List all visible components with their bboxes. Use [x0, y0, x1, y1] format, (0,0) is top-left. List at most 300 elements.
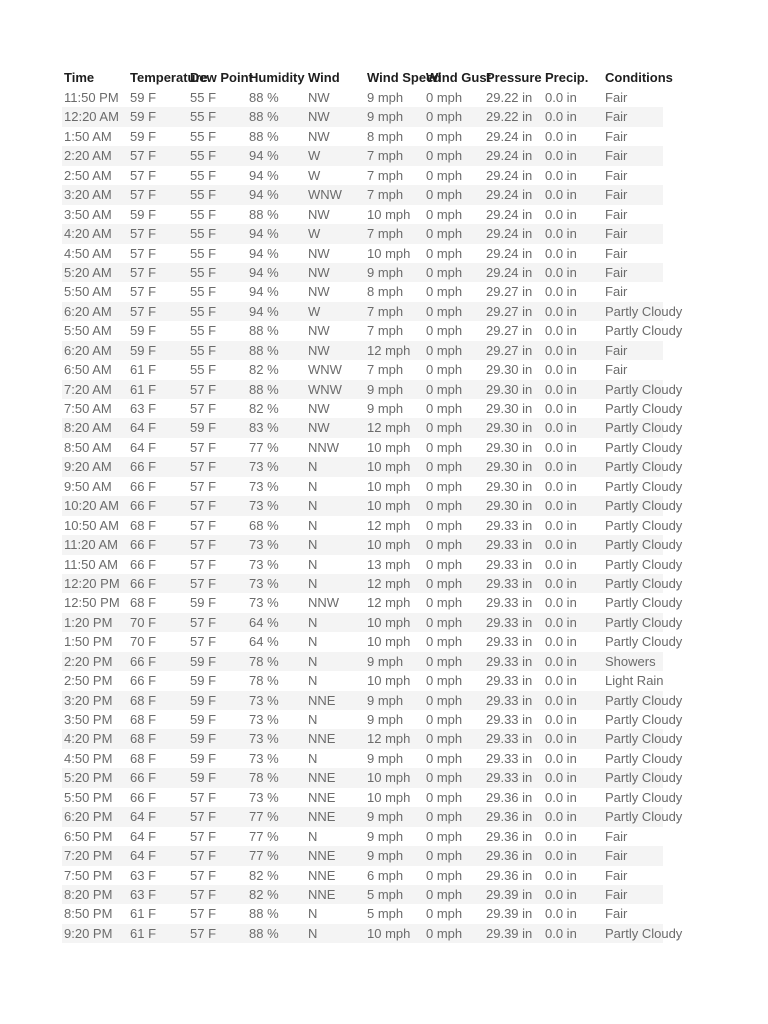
cell-precip: 0.0 in [545, 731, 577, 747]
cell-conditions: Fair [605, 362, 628, 378]
cell-humidity: 73 % [249, 498, 279, 514]
cell-wind: NNE [308, 886, 336, 902]
cell-wind: N [308, 906, 318, 922]
cell-temperature: 66 F [130, 673, 157, 689]
cell-wind-speed: 7 mph [367, 323, 404, 339]
cell-time: 5:50 PM [64, 789, 113, 805]
cell-conditions: Partly Cloudy [605, 731, 683, 747]
table-row [62, 205, 663, 224]
cell-dew-point: 57 F [190, 517, 217, 533]
cell-wind: NW [308, 264, 330, 280]
cell-humidity: 94 % [249, 187, 279, 203]
cell-wind-gust: 0 mph [426, 148, 463, 164]
cell-dew-point: 59 F [190, 653, 217, 669]
cell-precip: 0.0 in [545, 828, 577, 844]
cell-pressure: 29.36 in [486, 867, 533, 883]
cell-dew-point: 57 F [190, 401, 217, 416]
table-row [62, 729, 683, 748]
cell-time: 1:50 AM [64, 128, 112, 144]
cell-wind-gust: 0 mph [426, 342, 463, 358]
cell-dew-point: 57 F [190, 537, 217, 553]
cell-dew-point: 57 F [190, 478, 217, 494]
cell-temperature: 63 F [130, 886, 157, 902]
cell-conditions: Fair [605, 167, 628, 183]
cell-precip: 0.0 in [545, 750, 577, 766]
cell-temperature: 66 F [130, 498, 157, 514]
cell-time: 5:20 AM [64, 264, 112, 280]
cell-wind-speed: 10 mph [367, 478, 411, 494]
cell-humidity: 73 % [249, 789, 279, 805]
cell-humidity: 73 % [249, 595, 279, 611]
cell-precip: 0.0 in [545, 264, 577, 280]
cell-wind: NW [308, 323, 330, 339]
cell-pressure: 29.30 in [486, 459, 533, 475]
cell-pressure: 29.27 in [486, 342, 533, 358]
cell-pressure: 29.33 in [486, 731, 533, 747]
weather-history-table [62, 68, 683, 943]
cell-wind: NNE [308, 809, 336, 825]
cell-pressure: 29.33 in [486, 692, 533, 708]
cell-conditions: Fair [605, 226, 628, 242]
cell-pressure: 29.24 in [486, 148, 533, 164]
cell-precip: 0.0 in [545, 342, 577, 358]
cell-wind-gust: 0 mph [426, 109, 463, 125]
cell-wind: N [308, 653, 318, 669]
table-row [62, 477, 683, 496]
cell-time: 11:50 AM [64, 556, 118, 572]
cell-wind-gust: 0 mph [426, 420, 463, 436]
cell-conditions: Partly Cloudy [605, 634, 683, 650]
cell-conditions: Partly Cloudy [605, 789, 683, 805]
cell-time: 12:20 PM [64, 575, 120, 591]
cell-conditions: Showers [605, 653, 656, 669]
cell-wind-gust: 0 mph [426, 323, 463, 339]
cell-wind-speed: 9 mph [367, 653, 404, 669]
cell-pressure: 29.30 in [486, 478, 533, 494]
cell-dew-point: 59 F [190, 673, 217, 689]
cell-time: 10:50 AM [64, 517, 119, 533]
cell-precip: 0.0 in [545, 692, 577, 708]
table-row [62, 418, 683, 437]
header-temperature: Temperature [130, 70, 208, 85]
cell-wind-speed: 7 mph [367, 167, 404, 183]
cell-wind-speed: 9 mph [367, 692, 404, 708]
cell-conditions: Partly Cloudy [605, 770, 683, 786]
cell-temperature: 57 F [130, 245, 157, 261]
cell-precip: 0.0 in [545, 478, 577, 494]
cell-wind-gust: 0 mph [426, 498, 463, 514]
cell-dew-point: 55 F [190, 206, 217, 222]
table-row [62, 146, 663, 165]
cell-time: 6:20 AM [64, 303, 112, 319]
cell-humidity: 73 % [249, 750, 279, 766]
cell-wind-gust: 0 mph [426, 634, 463, 650]
cell-wind-gust: 0 mph [426, 478, 463, 494]
cell-dew-point: 57 F [190, 848, 217, 864]
cell-conditions: Partly Cloudy [605, 575, 683, 591]
cell-dew-point: 59 F [190, 420, 217, 436]
cell-wind: NNE [308, 692, 336, 708]
cell-conditions: Partly Cloudy [605, 459, 683, 475]
cell-dew-point: 55 F [190, 90, 217, 105]
cell-wind-speed: 9 mph [367, 809, 404, 825]
table-row [62, 224, 663, 243]
cell-wind: N [308, 575, 318, 591]
cell-conditions: Fair [605, 90, 628, 105]
cell-humidity: 73 % [249, 478, 279, 494]
cell-pressure: 29.36 in [486, 809, 533, 825]
cell-precip: 0.0 in [545, 187, 577, 203]
cell-precip: 0.0 in [545, 614, 577, 630]
cell-wind-speed: 9 mph [367, 712, 404, 727]
cell-humidity: 73 % [249, 731, 279, 747]
cell-pressure: 29.27 in [486, 284, 533, 300]
cell-time: 7:50 PM [64, 867, 113, 883]
cell-precip: 0.0 in [545, 517, 577, 533]
cell-pressure: 29.30 in [486, 498, 533, 514]
cell-humidity: 94 % [249, 284, 279, 300]
cell-wind: N [308, 614, 318, 630]
cell-time: 8:20 PM [64, 886, 113, 902]
cell-wind-gust: 0 mph [426, 303, 463, 319]
cell-time: 12:50 PM [64, 595, 120, 611]
cell-temperature: 66 F [130, 770, 157, 786]
cell-wind-speed: 8 mph [367, 284, 404, 300]
cell-time: 12:20 AM [64, 109, 119, 125]
table-row [62, 846, 663, 865]
cell-temperature: 57 F [130, 264, 157, 280]
cell-humidity: 77 % [249, 848, 279, 864]
cell-pressure: 29.36 in [486, 828, 533, 844]
cell-precip: 0.0 in [545, 401, 577, 416]
cell-temperature: 64 F [130, 439, 157, 455]
cell-wind: NW [308, 284, 330, 300]
cell-dew-point: 57 F [190, 906, 217, 922]
cell-wind: NW [308, 401, 330, 416]
cell-dew-point: 55 F [190, 303, 217, 319]
cell-dew-point: 57 F [190, 886, 217, 902]
table-row [62, 827, 663, 846]
cell-pressure: 29.24 in [486, 264, 533, 280]
table-row [62, 341, 663, 360]
cell-pressure: 29.30 in [486, 439, 533, 455]
table-row [62, 107, 663, 126]
cell-time: 6:50 AM [64, 362, 112, 378]
cell-conditions: Partly Cloudy [605, 614, 683, 630]
table-row [62, 632, 683, 651]
cell-conditions: Partly Cloudy [605, 712, 683, 727]
cell-wind: N [308, 517, 318, 533]
cell-wind-speed: 12 mph [367, 731, 411, 747]
cell-conditions: Fair [605, 206, 628, 222]
cell-dew-point: 57 F [190, 459, 217, 475]
cell-time: 1:50 PM [64, 634, 113, 650]
cell-dew-point: 59 F [190, 712, 217, 727]
cell-precip: 0.0 in [545, 128, 577, 144]
cell-humidity: 73 % [249, 537, 279, 553]
cell-conditions: Partly Cloudy [605, 401, 683, 416]
cell-pressure: 29.24 in [486, 245, 533, 261]
cell-dew-point: 55 F [190, 187, 217, 203]
cell-wind-speed: 10 mph [367, 789, 411, 805]
cell-time: 6:20 AM [64, 342, 112, 358]
cell-pressure: 29.30 in [486, 381, 533, 397]
header-time: Time [64, 70, 95, 85]
cell-wind: N [308, 673, 318, 689]
cell-wind-speed: 9 mph [367, 750, 404, 766]
cell-humidity: 78 % [249, 770, 279, 786]
cell-conditions: Partly Cloudy [605, 498, 683, 514]
cell-wind: N [308, 750, 318, 766]
cell-precip: 0.0 in [545, 809, 577, 825]
cell-humidity: 73 % [249, 692, 279, 708]
cell-precip: 0.0 in [545, 148, 577, 164]
cell-humidity: 68 % [249, 517, 279, 533]
cell-humidity: 83 % [249, 420, 279, 436]
cell-dew-point: 55 F [190, 148, 217, 164]
cell-temperature: 57 F [130, 303, 157, 319]
cell-temperature: 59 F [130, 128, 157, 144]
cell-wind-gust: 0 mph [426, 206, 463, 222]
cell-time: 2:20 PM [64, 653, 113, 669]
cell-wind-gust: 0 mph [426, 731, 463, 747]
cell-pressure: 29.24 in [486, 226, 533, 242]
cell-wind-speed: 7 mph [367, 187, 404, 203]
cell-conditions: Fair [605, 245, 628, 261]
cell-time: 11:50 PM [64, 90, 119, 105]
cell-temperature: 59 F [130, 90, 157, 105]
cell-humidity: 77 % [249, 828, 279, 844]
cell-wind-gust: 0 mph [426, 381, 463, 397]
cell-time: 5:50 AM [64, 323, 112, 339]
cell-conditions: Fair [605, 906, 628, 922]
cell-pressure: 29.33 in [486, 575, 533, 591]
table-row [62, 244, 663, 263]
cell-humidity: 88 % [249, 906, 279, 922]
cell-temperature: 59 F [130, 206, 157, 222]
table-row [62, 691, 683, 710]
cell-temperature: 64 F [130, 848, 157, 864]
cell-pressure: 29.30 in [486, 420, 533, 436]
cell-temperature: 68 F [130, 517, 157, 533]
table-row [62, 516, 683, 535]
cell-precip: 0.0 in [545, 906, 577, 922]
cell-conditions: Fair [605, 848, 628, 864]
table-header-row [62, 68, 673, 88]
cell-wind-speed: 7 mph [367, 362, 404, 378]
cell-wind: N [308, 925, 318, 941]
cell-wind: NW [308, 245, 330, 261]
cell-wind: NW [308, 342, 330, 358]
cell-time: 4:20 AM [64, 226, 112, 242]
cell-precip: 0.0 in [545, 90, 577, 105]
cell-pressure: 29.30 in [486, 401, 533, 416]
cell-pressure: 29.39 in [486, 925, 533, 941]
cell-precip: 0.0 in [545, 634, 577, 650]
table-row [62, 457, 683, 476]
cell-time: 3:20 AM [64, 187, 112, 203]
cell-dew-point: 55 F [190, 109, 217, 125]
cell-conditions: Fair [605, 187, 628, 203]
table-row [62, 166, 663, 185]
cell-conditions: Partly Cloudy [605, 692, 683, 708]
cell-precip: 0.0 in [545, 420, 577, 436]
cell-wind-speed: 10 mph [367, 673, 411, 689]
cell-pressure: 29.27 in [486, 303, 533, 319]
cell-conditions: Fair [605, 264, 628, 280]
cell-precip: 0.0 in [545, 537, 577, 553]
cell-conditions: Partly Cloudy [605, 303, 683, 319]
cell-precip: 0.0 in [545, 109, 577, 125]
table-row [62, 360, 663, 379]
cell-dew-point: 57 F [190, 381, 217, 397]
cell-wind-gust: 0 mph [426, 848, 463, 864]
cell-pressure: 29.36 in [486, 789, 533, 805]
cell-temperature: 57 F [130, 148, 157, 164]
cell-time: 4:50 AM [64, 245, 112, 261]
cell-time: 9:20 PM [64, 925, 113, 941]
table-row [62, 438, 683, 457]
cell-time: 10:20 AM [64, 498, 119, 514]
cell-wind-speed: 10 mph [367, 537, 411, 553]
cell-precip: 0.0 in [545, 323, 577, 339]
cell-wind-speed: 7 mph [367, 303, 404, 319]
cell-humidity: 77 % [249, 439, 279, 455]
table-row [62, 807, 683, 826]
cell-pressure: 29.33 in [486, 517, 533, 533]
cell-wind-gust: 0 mph [426, 245, 463, 261]
cell-time: 2:50 AM [64, 167, 112, 183]
cell-conditions: Fair [605, 284, 628, 300]
cell-time: 8:50 AM [64, 439, 112, 455]
cell-precip: 0.0 in [545, 867, 577, 883]
cell-dew-point: 59 F [190, 692, 217, 708]
cell-conditions: Partly Cloudy [605, 478, 683, 494]
cell-wind: W [308, 148, 321, 164]
cell-wind-gust: 0 mph [426, 517, 463, 533]
cell-time: 1:20 PM [64, 614, 113, 630]
cell-pressure: 29.33 in [486, 712, 533, 727]
cell-conditions: Fair [605, 128, 628, 144]
cell-dew-point: 57 F [190, 498, 217, 514]
cell-wind-speed: 10 mph [367, 614, 411, 630]
cell-dew-point: 57 F [190, 614, 217, 630]
cell-humidity: 88 % [249, 206, 279, 222]
cell-precip: 0.0 in [545, 886, 577, 902]
cell-time: 6:50 PM [64, 828, 113, 844]
cell-humidity: 94 % [249, 245, 279, 261]
cell-temperature: 64 F [130, 809, 157, 825]
cell-dew-point: 57 F [190, 789, 217, 805]
cell-pressure: 29.24 in [486, 128, 533, 144]
cell-conditions: Fair [605, 342, 628, 358]
cell-time: 8:20 AM [64, 420, 112, 436]
cell-wind-gust: 0 mph [426, 886, 463, 902]
cell-wind-gust: 0 mph [426, 614, 463, 630]
cell-temperature: 61 F [130, 925, 157, 941]
cell-precip: 0.0 in [545, 381, 577, 397]
cell-dew-point: 55 F [190, 128, 217, 144]
cell-dew-point: 59 F [190, 770, 217, 786]
cell-wind-gust: 0 mph [426, 809, 463, 825]
cell-time: 5:50 AM [64, 284, 112, 300]
cell-dew-point: 55 F [190, 167, 217, 183]
cell-pressure: 29.39 in [486, 886, 533, 902]
cell-temperature: 70 F [130, 614, 157, 630]
cell-precip: 0.0 in [545, 362, 577, 378]
table-row [62, 652, 663, 671]
cell-wind-gust: 0 mph [426, 595, 463, 611]
cell-wind-speed: 12 mph [367, 517, 411, 533]
cell-humidity: 94 % [249, 148, 279, 164]
cell-wind-gust: 0 mph [426, 867, 463, 883]
cell-time: 8:50 PM [64, 906, 113, 922]
cell-wind-speed: 7 mph [367, 226, 404, 242]
cell-pressure: 29.22 in [486, 109, 533, 125]
cell-wind-gust: 0 mph [426, 226, 463, 242]
cell-humidity: 88 % [249, 323, 279, 339]
cell-wind-gust: 0 mph [426, 362, 463, 378]
cell-wind-speed: 12 mph [367, 575, 411, 591]
cell-conditions: Partly Cloudy [605, 323, 683, 339]
cell-pressure: 29.33 in [486, 634, 533, 650]
cell-wind-gust: 0 mph [426, 90, 463, 105]
table-row [62, 671, 663, 690]
table-row [62, 866, 663, 885]
cell-precip: 0.0 in [545, 595, 577, 611]
cell-wind-gust: 0 mph [426, 692, 463, 708]
cell-pressure: 29.24 in [486, 206, 533, 222]
cell-wind-speed: 5 mph [367, 886, 404, 902]
cell-precip: 0.0 in [545, 167, 577, 183]
cell-time: 3:20 PM [64, 692, 113, 708]
table-row [62, 302, 683, 321]
cell-temperature: 57 F [130, 226, 157, 242]
cell-temperature: 57 F [130, 167, 157, 183]
cell-humidity: 73 % [249, 712, 279, 727]
cell-temperature: 68 F [130, 731, 157, 747]
cell-temperature: 63 F [130, 867, 157, 883]
cell-dew-point: 59 F [190, 750, 217, 766]
cell-humidity: 94 % [249, 167, 279, 183]
cell-conditions: Light Rain [605, 673, 664, 689]
cell-precip: 0.0 in [545, 673, 577, 689]
cell-humidity: 88 % [249, 90, 279, 105]
cell-temperature: 64 F [130, 420, 157, 436]
header-dew-point: Dew Point [190, 70, 253, 85]
cell-temperature: 61 F [130, 906, 157, 922]
cell-wind-gust: 0 mph [426, 264, 463, 280]
table-row [62, 710, 683, 729]
header-conditions: Conditions [605, 70, 673, 85]
cell-wind-speed: 10 mph [367, 498, 411, 514]
header-humidity: Humidity [249, 70, 305, 85]
cell-wind-speed: 12 mph [367, 420, 411, 436]
cell-wind-speed: 9 mph [367, 90, 404, 105]
table-row [62, 321, 683, 340]
cell-temperature: 66 F [130, 575, 157, 591]
table-body [62, 88, 683, 943]
cell-time: 2:50 PM [64, 673, 113, 689]
cell-wind-speed: 10 mph [367, 206, 411, 222]
cell-wind-gust: 0 mph [426, 187, 463, 203]
cell-temperature: 66 F [130, 459, 157, 475]
cell-humidity: 64 % [249, 614, 279, 630]
cell-conditions: Fair [605, 148, 628, 164]
cell-dew-point: 55 F [190, 245, 217, 261]
cell-temperature: 61 F [130, 381, 157, 397]
cell-wind-gust: 0 mph [426, 556, 463, 572]
